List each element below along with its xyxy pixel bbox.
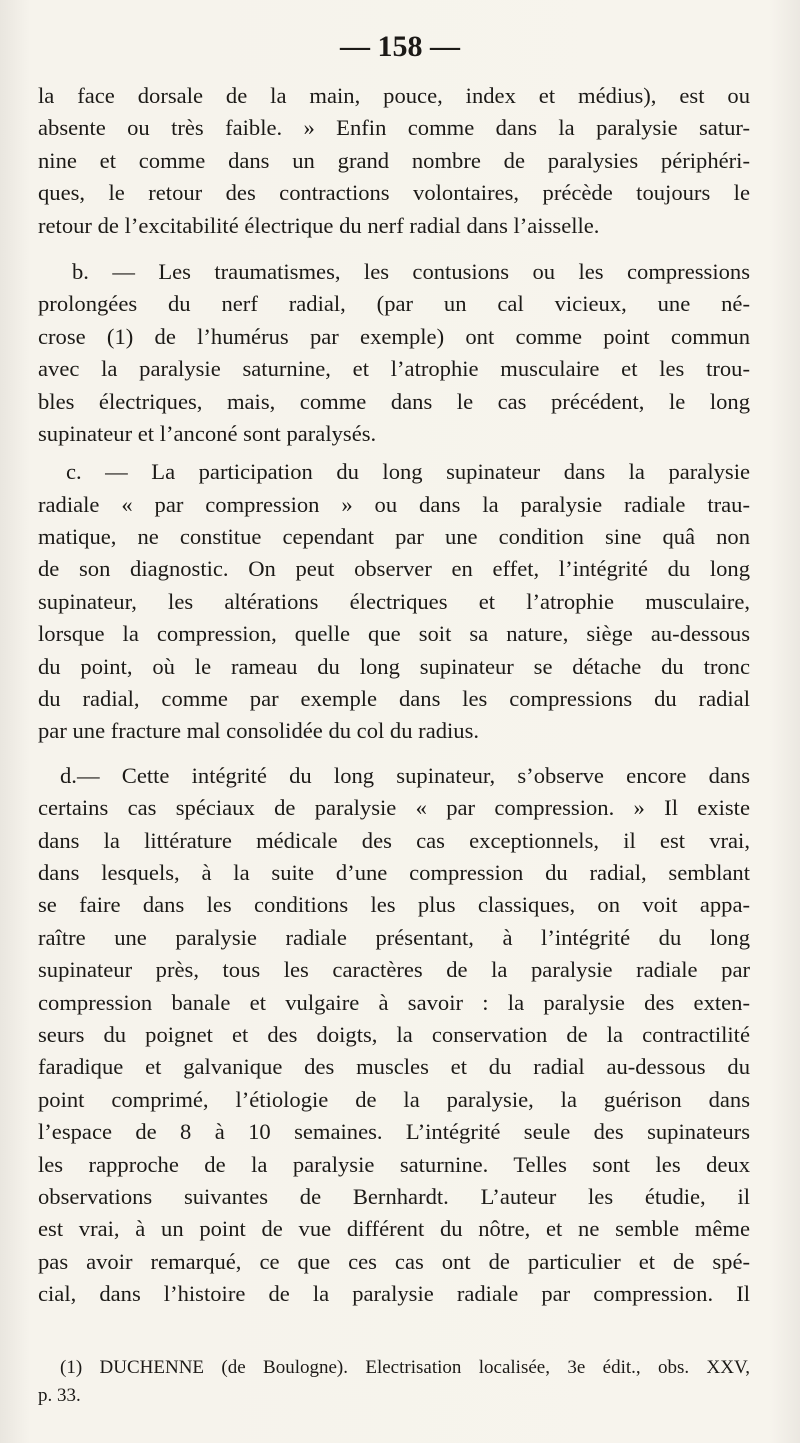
text-line: l’espace de 8 à 10 semaines. L’intégrité seule des supinateurs xyxy=(38,1119,750,1145)
text-line: nine et comme dans un grand nombre de paralysies périphéri- xyxy=(38,147,750,173)
page-number: — 158 — xyxy=(340,30,460,63)
footnote xyxy=(38,1354,750,1410)
text-line: radiale « par compression » ou dans la paralysie radiale trau- xyxy=(38,491,750,517)
text-line: ques, le retour des contractions volontaires, précède toujours le xyxy=(38,180,750,206)
text-line: seurs du poignet et des doigts, la conservation de la contractilité xyxy=(38,1021,750,1047)
text-line: compression banale et vulgaire à savoir : la paralysie des exten- xyxy=(38,989,750,1015)
text-line: bles électriques, mais, comme dans le cas précédent, le long xyxy=(38,388,750,414)
text-line: d.— Cette intégrité du long supinateur, s’observe encore dans xyxy=(60,762,750,788)
text-line: cial, dans l’histoire de la paralysie radiale par compression. Il xyxy=(38,1281,750,1307)
text-line: les rapproche de la paralysie saturnine. Telles sont les deux xyxy=(38,1151,750,1177)
body-text xyxy=(38,80,750,1310)
text-line: avec la paralysie saturnine, et l’atrophie musculaire et les trou- xyxy=(38,356,750,382)
text-line: est vrai, à un point de vue différent du nôtre, et ne semble même xyxy=(38,1216,750,1242)
text-line: certains cas spéciaux de paralysie « par compression. » Il existe xyxy=(38,795,750,821)
text-line: raître une paralysie radiale présentant, à l’intégrité du long xyxy=(38,924,750,950)
text-line: matique, ne constitue cependant par une condition sine quâ non xyxy=(38,524,750,550)
text-line: prolongées du nerf radial, (par un cal vicieux, une né- xyxy=(38,291,750,317)
text-line: se faire dans les conditions les plus classiques, on voit appa- xyxy=(38,892,750,918)
text-line: supinateur près, tous les caractères de la paralysie radiale par xyxy=(38,957,750,983)
text-line: absente ou très faible. » Enfin comme dans la paralysie satur- xyxy=(38,115,750,141)
text-line: crose (1) de l’humérus par exemple) ont comme point commun xyxy=(38,323,750,349)
text-line: la face dorsale de la main, pouce, index et médius), est ou xyxy=(38,83,750,108)
text-line: c. — La participation du long supinateur dans la paralysie xyxy=(66,459,750,485)
text-line: du point, où le rameau du long supinateur se détache du tronc xyxy=(38,653,750,679)
footnote-line: p. 33. xyxy=(38,1385,81,1406)
text-line: point comprimé, l’étiologie de la paralysie, la guérison dans xyxy=(38,1086,750,1112)
text-line: par une fracture mal consolidée du col du radius. xyxy=(38,718,480,744)
text-line: retour de l’excitabilité électrique du nerf radial dans l’aisselle. xyxy=(38,212,600,238)
text-line: dans la littérature médicale des cas exceptionnels, il est vrai, xyxy=(38,827,750,853)
text-line: observations suivantes de Bernhardt. L’auteur les étudie, il xyxy=(38,1183,750,1209)
text-line: pas avoir remarqué, ce que ces cas ont de particulier et de spé- xyxy=(38,1248,750,1274)
text-line: de son diagnostic. On peut observer en effet, l’intégrité du long xyxy=(38,556,750,582)
footnote-line: (1) DUCHENNE (de Boulogne). Electrisation localisée, 3e édit., obs. XXV, xyxy=(60,1357,750,1378)
text-line: supinateur, les altérations électriques et l’atrophie musculaire, xyxy=(38,588,750,614)
text-line: du radial, comme par exemple dans les compressions du radial xyxy=(38,686,750,712)
text-line: b. — Les traumatismes, les contusions ou les compressions xyxy=(72,258,750,284)
text-line: supinateur et l’anconé sont paralysés. xyxy=(38,420,377,446)
text-line: faradique et galvanique des muscles et du radial au-dessous du xyxy=(38,1054,750,1080)
text-line: lorsque la compression, quelle que soit sa nature, siège au-dessous xyxy=(38,621,750,647)
text-line: dans lesquels, à la suite d’une compression du radial, semblant xyxy=(38,859,750,885)
